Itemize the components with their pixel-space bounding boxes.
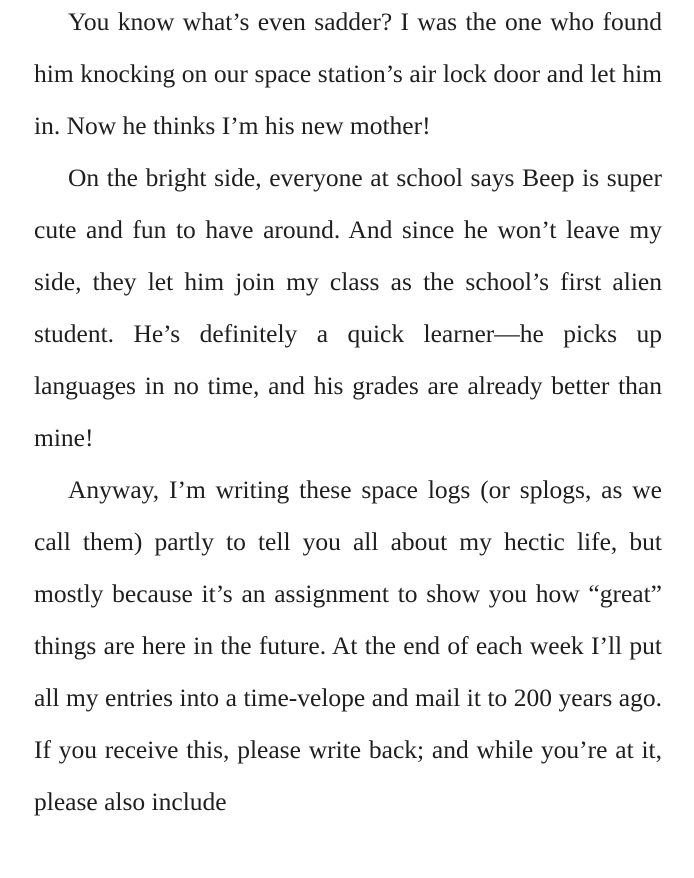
- body-text: [34, 0, 662, 828]
- paragraph-2: On the bright side, everyone at school says Beep is super cute and fun to have around. And since he won’t leave my side, they let him join my class as the school’s first alien student. He’s definitely a quick learner—he picks up languages in no time, and his grades are already better than mine!: [34, 163, 662, 452]
- paragraph-1: You know what’s even sadder? I was the one who found him knocking on our space station’s air lock door and let him in. Now he thinks I’m his new mother!: [34, 7, 662, 140]
- paragraph-3: Anyway, I’m writing these space logs (or splogs, as we call them) partly to tell you all about my hectic life, but mostly because it’s an assignment to show you how “great” things are here in the future. At the end of each week I’ll put all my entries into a time-velope and mail it to 200 years ago. If you receive this, please write back; and while you’re at it, please also include: [34, 475, 662, 816]
